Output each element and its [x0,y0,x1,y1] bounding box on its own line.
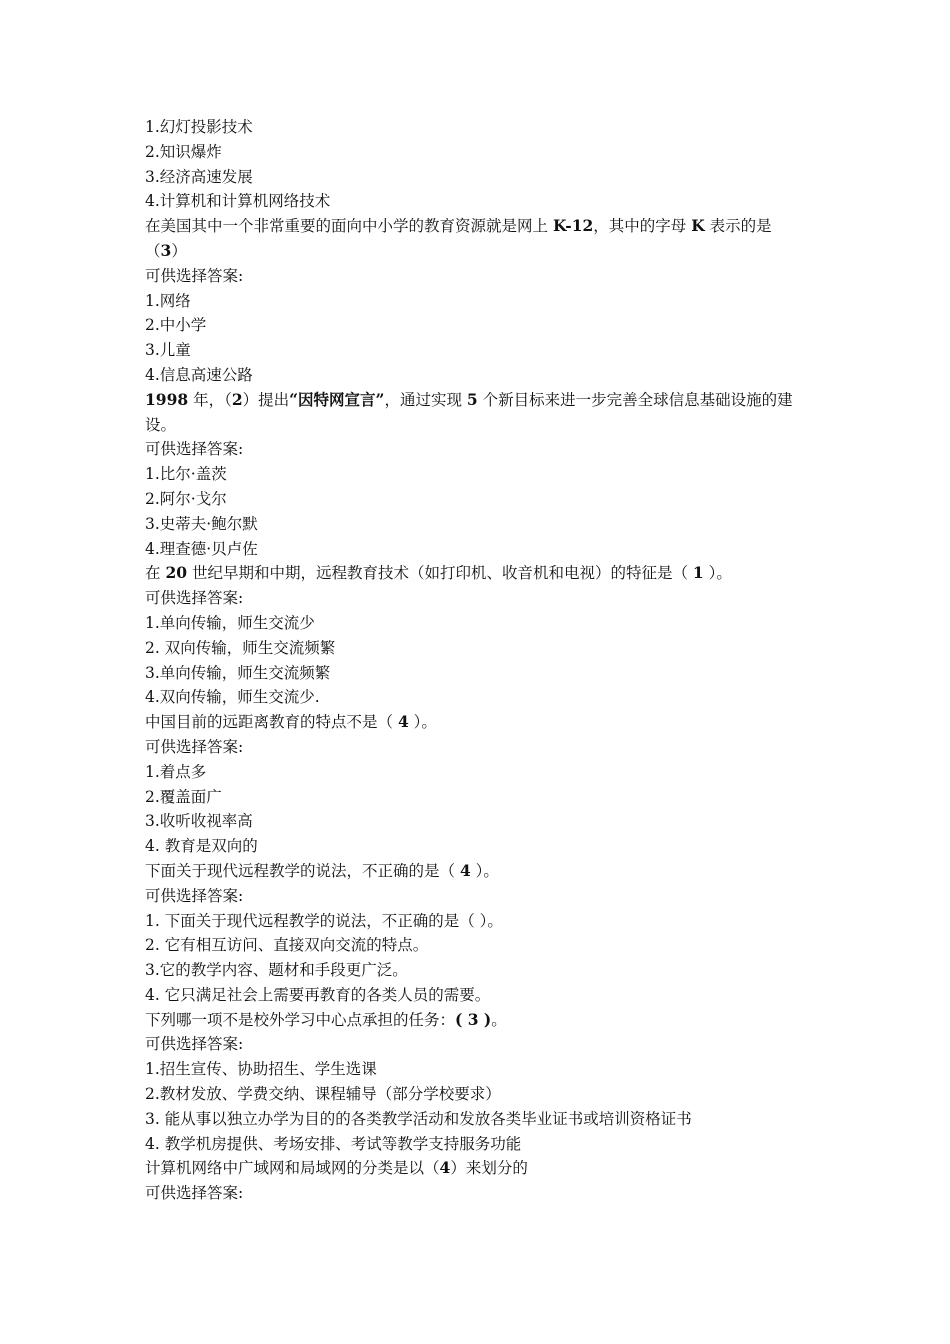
option-line: 2.覆盖面广 [145,787,222,806]
question-china-distance-ed [145,710,815,735]
option-line: 4. 它只满足社会上需要再教育的各类人员的需要。 [145,985,491,1004]
options-header: 可供选择答案: [145,440,244,459]
option-line: 4. 教学机房提供、考场安排、考试等教学支持服务功能 [145,1134,522,1153]
option-line: 1. 下面关于现代远程教学的说法，不正确的是（ ）。 [145,911,503,930]
option-line: 3.经济高速发展 [145,167,253,186]
question-text: 个新目标来进一步完善全球信息基础设施的建设。 [145,390,793,434]
option-line: 4.计算机和计算机网络技术 [145,192,331,211]
question-text: 在 [145,564,166,583]
question-text: 年，（ [188,390,232,409]
question-text: ）。 [470,861,499,880]
bold-term: K-12 [552,216,594,236]
options-header: 可供选择答案: [145,886,244,905]
option-line: 3.史蒂夫·鲍尔默 [145,514,258,533]
question-text: 世纪早期和中期，远程教育技术（如打印机、收音机和电视）的特征是（ [187,564,693,583]
answer-mark: 1 [692,563,704,583]
options-header: 可供选择答案: [145,589,244,608]
options-header: 可供选择答案: [145,737,244,756]
option-line: 3.收听收视率高 [145,812,253,831]
options-header: 可供选择答案: [145,1184,244,1203]
question-text: ）来划分的 [450,1159,528,1178]
question-1998 [145,388,815,438]
bold-term: 5 [466,389,478,409]
option-line: 1.网络 [145,291,191,310]
question-text: ）提出 [242,390,290,409]
option-line: 4.双向传输，师生交流少. [145,688,320,707]
bold-term: K [691,216,705,236]
question-modern-distance [145,859,815,884]
option-line: 4. 教育是双向的 [145,837,258,856]
option-line: 3. 能从事以独立办学为目的的各类教学活动和发放各类毕业证书或培训资格证书 [145,1109,692,1128]
question-text: （ [145,241,161,260]
question-20th-century [145,561,815,586]
question-k12 [145,214,815,264]
answer-mark: 2 [231,389,243,409]
bold-term: 20 [165,563,188,583]
option-line: 2.中小学 [145,316,207,335]
option-line: 2.知识爆炸 [145,142,222,161]
document-body [145,115,815,1206]
answer-mark: ( 3 ) [455,1009,492,1029]
question-text: ）。 [408,713,437,732]
question-text: ，通过实现 [384,390,467,409]
option-line: 3.单向传输，师生交流频繁 [145,663,331,682]
option-line: 3.儿童 [145,341,191,360]
bold-term: “因特网宣言” [289,389,385,409]
option-line: 1.招生宣传、协助招生、学生选课 [145,1060,377,1079]
question-text: 计算机网络中广域网和局域网的分类是以（ [145,1159,440,1178]
question-text: ） [171,241,187,260]
option-line: 1.幻灯投影技术 [145,118,253,136]
option-line: 2.教材发放、学费交纳、课程辅导（部分学校要求） [145,1085,501,1104]
answer-mark: 4 [439,1158,451,1178]
option-line: 4.理查德·贝卢佐 [145,539,258,558]
option-line: 3.它的教学内容、题材和手段更广泛。 [145,961,408,980]
option-line: 2. 它有相互访问、直接双向交流的特点。 [145,936,429,955]
answer-mark: 4 [397,712,409,732]
answer-mark: 4 [459,860,471,880]
option-line: 2. 双向传输，师生交流频繁 [145,638,336,657]
question-text: 。 [491,1010,507,1029]
question-text: 在美国其中一个非常重要的面向中小学的教育资源就是网上 [145,217,553,236]
question-text: 下面关于现代远程教学的说法，不正确的是（ [145,861,460,880]
option-line: 1.单向传输，师生交流少 [145,613,315,632]
option-line: 1.比尔·盖茨 [145,465,227,484]
question-text: 表示的是 [704,217,772,236]
options-header: 可供选择答案: [145,1035,244,1054]
question-text: ）。 [703,564,732,583]
option-line: 4.信息高速公路 [145,365,253,384]
option-line: 2.阿尔·戈尔 [145,489,227,508]
option-line: 1.着点多 [145,762,207,781]
question-learning-center [145,1008,815,1033]
bold-term: 1998 [145,389,189,409]
question-text: ，其中的字母 [593,217,692,236]
question-network-type [145,1156,815,1181]
answer-mark: 3 [160,240,172,260]
question-text: 中国目前的远距离教育的特点不是（ [145,713,398,732]
options-header: 可供选择答案: [145,266,244,285]
question-text: 下列哪一项不是校外学习中心点承担的任务： [145,1010,456,1029]
